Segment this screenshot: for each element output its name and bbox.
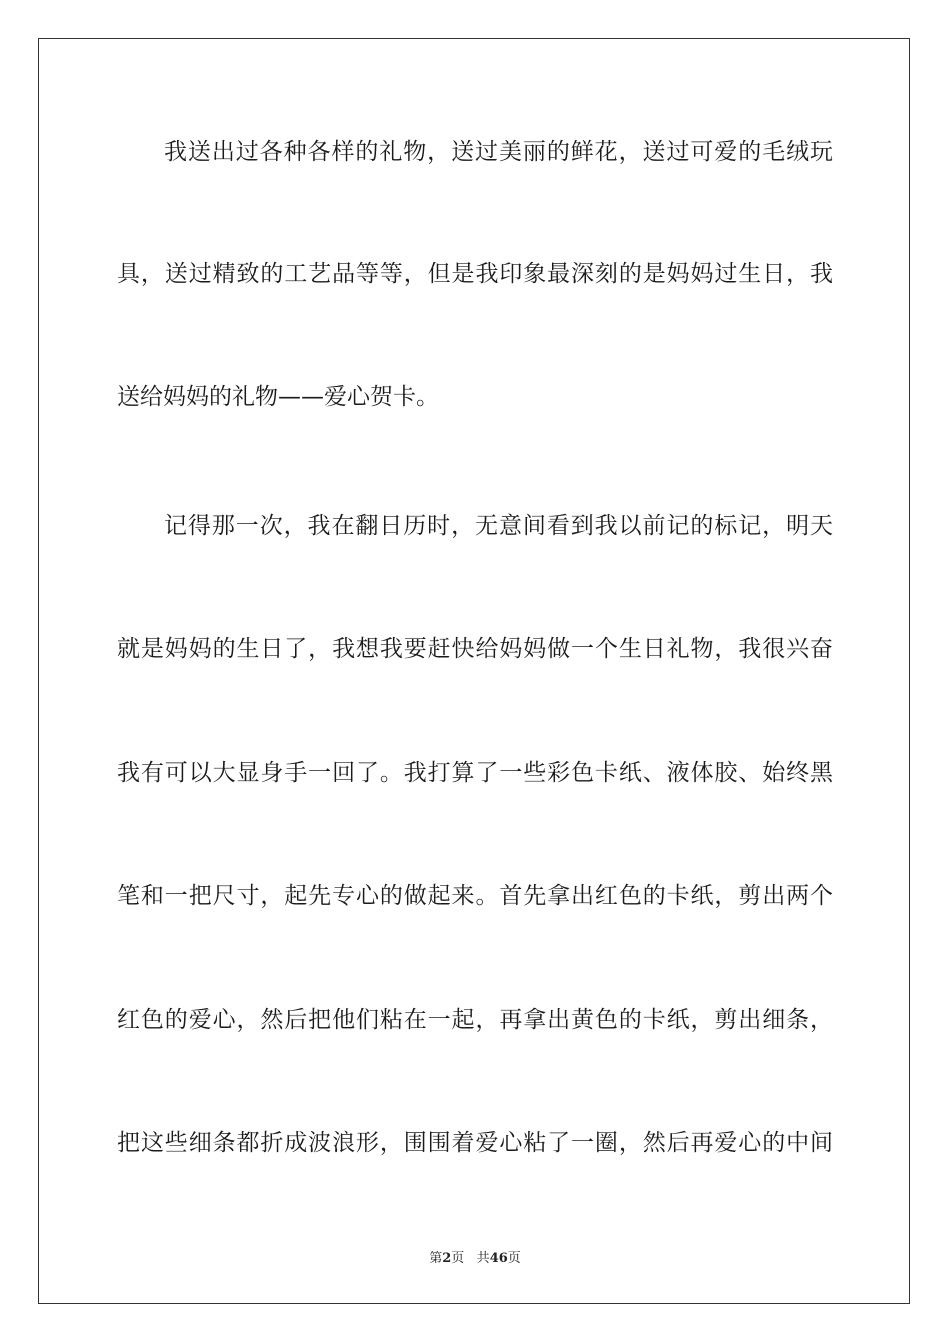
footer-page-suffix: 页	[451, 1251, 465, 1266]
paragraph-1-line-1: 我送出过各种各样的礼物，送过美丽的鲜花，送过可爱的毛绒玩	[164, 139, 833, 165]
page-border	[38, 38, 910, 1304]
footer-page-prefix: 第	[429, 1251, 443, 1266]
page-footer	[0, 1247, 950, 1266]
paragraph-2-line-5: 红色的爱心，然后把他们粘在一起，再拿出黄色的卡纸，剪出细条，	[117, 1007, 833, 1033]
paragraph-2-line-3: 我有可以大显身手一回了。我打算了一些彩色卡纸、液体胶、始终黑	[117, 760, 833, 786]
paragraph-2-line-1: 记得那一次，我在翻日历时，无意间看到我以前记的标记，明天	[164, 513, 833, 539]
footer-page-number: 2	[442, 1251, 452, 1266]
footer-total-suffix: 页	[507, 1251, 521, 1266]
paragraph-2-line-4: 笔和一把尺寸，起先专心的做起来。首先拿出红色的卡纸，剪出两个	[117, 883, 833, 909]
paragraph-2-line-2: 就是妈妈的生日了，我想我要赶快给妈妈做一个生日礼物，我很兴奋	[117, 636, 833, 662]
paragraph-2-line-6: 把这些细条都折成波浪形，围围着爱心粘了一圈，然后再爱心的中间	[117, 1130, 833, 1156]
paragraph-1-line-2: 具，送过精致的工艺品等等，但是我印象最深刻的是妈妈过生日，我	[117, 261, 833, 287]
footer-total-pages: 46	[489, 1251, 508, 1266]
footer-total-prefix: 共	[476, 1251, 490, 1266]
paragraph-1-line-3: 送给妈妈的礼物——爱心贺卡。	[117, 384, 439, 410]
